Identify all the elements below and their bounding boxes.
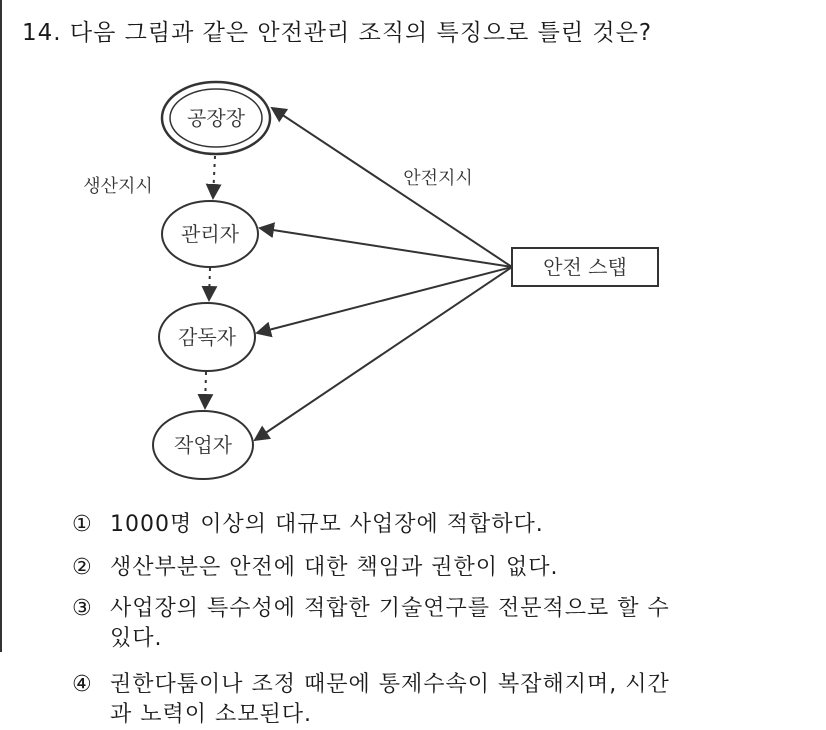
choice-2[interactable] (72, 553, 559, 583)
choice-number: ③ (72, 596, 93, 621)
choice-number: ① (72, 512, 93, 537)
node-label: 감독자 (178, 325, 236, 349)
choice-1[interactable] (72, 510, 544, 540)
node-factory-manager (162, 82, 270, 154)
choice-3[interactable] (72, 594, 670, 654)
safety-staff-label: 안전 스탭 (543, 255, 627, 279)
safety-order-label: 안전지시 (403, 168, 473, 189)
choice-text: 권한다툼이나 조정 때문에 통제수속이 복잡해지며, 시간 (110, 672, 670, 697)
choice-text: 1000명 이상의 대규모 사업장에 적합하다. (110, 512, 544, 537)
choice-text-continued: 있다. (110, 626, 163, 651)
choice-text: 사업장의 특수성에 적합한 기술연구를 전문적으로 할 수 (110, 596, 670, 621)
question-text (22, 14, 652, 47)
safety-organization-diagram (60, 68, 700, 488)
question-body: 다음 그림과 같은 안전관리 조직의 특징으로 틀린 것은? (69, 20, 653, 46)
node-label: 작업자 (174, 433, 232, 457)
choice-number: ④ (72, 672, 93, 697)
node-supervisor (159, 303, 255, 371)
node-worker (153, 411, 253, 479)
node-manager (162, 201, 258, 267)
safety-order-arrows (255, 108, 512, 440)
node-label: 관리자 (181, 222, 239, 246)
safety-staff-box (512, 248, 658, 286)
choice-text: 생산부분은 안전에 대한 책임과 권한이 없다. (110, 555, 559, 580)
choice-4[interactable] (72, 670, 670, 730)
question-number: 14. (22, 20, 62, 46)
left-border-rule (0, 0, 2, 652)
choice-text-continued: 과 노력이 소모된다. (110, 702, 312, 727)
node-label: 공장장 (187, 106, 245, 130)
production-order-label: 생산지시 (83, 176, 153, 197)
choice-number: ② (72, 555, 93, 580)
